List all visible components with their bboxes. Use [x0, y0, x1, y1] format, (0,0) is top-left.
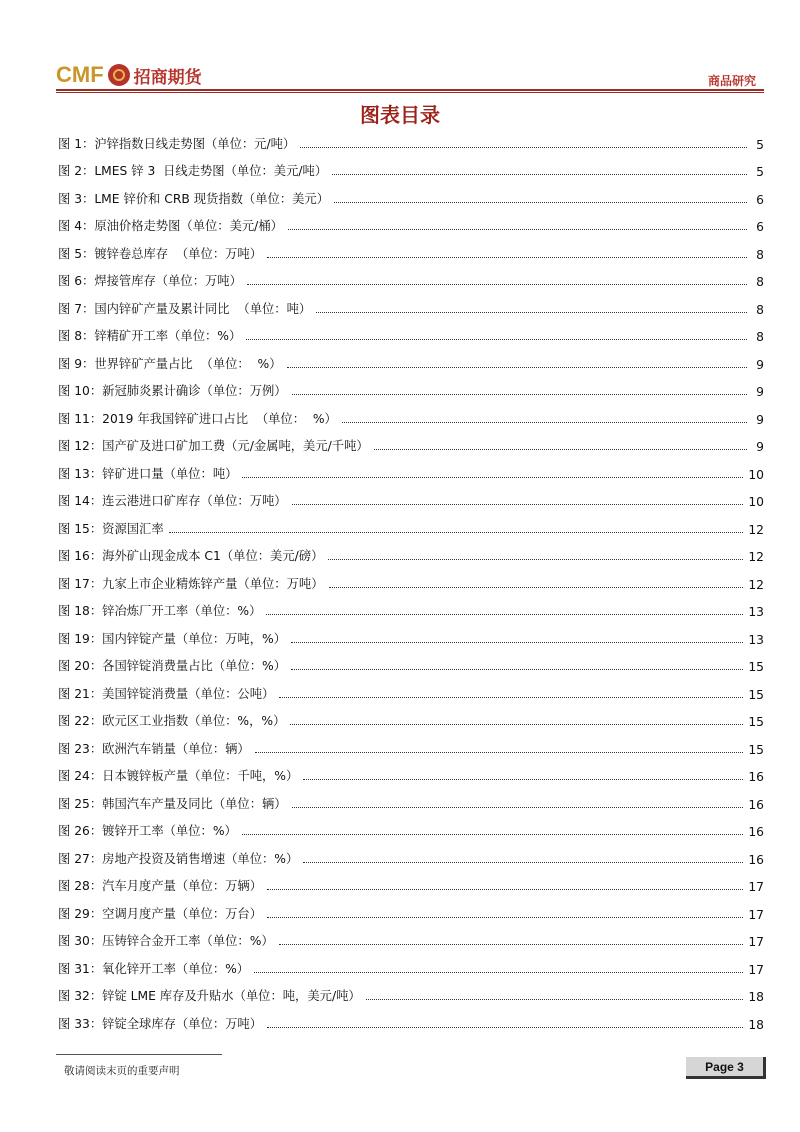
toc-entry-label: 图 3：LME 锌价和 CRB 现货指数（单位：美元）: [58, 191, 330, 206]
toc-entry[interactable]: [58, 592, 764, 620]
toc-entry-label: 图 27：房地产投资及销售增速（单位：%）: [58, 851, 299, 866]
toc-leader-dots: [316, 311, 747, 313]
toc-leader-dots: [246, 338, 747, 340]
section-label: 商品研究: [707, 74, 756, 88]
toc-leader-dots: [328, 558, 743, 560]
toc-entry-page: 15: [748, 742, 764, 757]
toc-leader-dots: [366, 998, 744, 1000]
toc-entry-label: 图 28：汽车月度产量（单位：万辆）: [58, 879, 263, 893]
toc-entry[interactable]: [58, 537, 764, 565]
toc-leader-dots: [303, 861, 743, 863]
toc-leader-dots: [303, 778, 743, 780]
toc-entry-label: 图 31：氧化锌开工率（单位：%）: [58, 961, 250, 976]
toc-entry-page: 18: [748, 1017, 764, 1032]
toc-entry-label: 图 19：国内锌锭产量（单位：万吨，%）: [58, 631, 286, 646]
toc-leader-dots: [300, 146, 747, 148]
toc-entry-label: 图 20：各国锌锭消费量占比（单位：%）: [58, 659, 286, 673]
toc-entry[interactable]: [58, 317, 764, 345]
toc-leader-dots: [169, 531, 744, 533]
toc-entry[interactable]: [58, 179, 764, 207]
toc-entry[interactable]: [58, 482, 764, 510]
toc-entry-page: 12: [748, 550, 764, 564]
toc-entry[interactable]: [58, 207, 764, 235]
toc-entry-page: 13: [748, 632, 764, 647]
toc-leader-dots: [292, 806, 744, 808]
toc-leader-dots: [254, 971, 743, 973]
toc-entry[interactable]: [58, 372, 764, 400]
toc-entry-label: 图 26：镀锌开工率（单位：%）: [58, 824, 237, 838]
toc-leader-dots: [242, 833, 744, 835]
toc-entry-label: 图 25：韩国汽车产量及同比（单位：辆）: [58, 796, 287, 811]
toc-entry-page: 8: [756, 302, 764, 317]
toc-entry-page: 16: [748, 770, 764, 784]
toc-entry-label: 图 32：锌锭 LME 库存及升贴水（单位：吨，美元/吨）: [58, 989, 361, 1003]
toc-entry-page: 18: [748, 990, 764, 1004]
toc-entry-label: 图 14：连云港进口矿库存（单位：万吨）: [58, 494, 287, 508]
toc-entry-page: 9: [756, 357, 764, 372]
toc-entry[interactable]: [58, 894, 764, 922]
toc-entry[interactable]: [58, 702, 764, 730]
toc-entry-label: 图 13：锌矿进口量（单位：吨）: [58, 466, 238, 481]
toc-entry[interactable]: [58, 344, 764, 372]
toc-entry[interactable]: [58, 289, 764, 317]
logo-emblem-icon: [108, 64, 130, 86]
toc-leader-dots: [292, 503, 744, 505]
toc-entry-page: 17: [748, 880, 764, 894]
toc-leader-dots: [267, 256, 747, 258]
toc-entry-page: 8: [756, 247, 764, 262]
toc-entry-label: 图 5：镀锌卷总库存 （单位：万吨）: [58, 246, 263, 261]
footer-divider: [56, 1054, 222, 1055]
toc-entry[interactable]: [58, 784, 764, 812]
toc-entry-page: 17: [748, 907, 764, 922]
toc-entry[interactable]: [58, 812, 764, 840]
toc-entry-page: 5: [756, 137, 764, 152]
footer-disclaimer: 敬请阅读末页的重要声明: [64, 1065, 180, 1077]
toc-entry[interactable]: [58, 757, 764, 785]
toc-leader-dots: [292, 393, 747, 395]
toc-entry-page: 16: [748, 825, 764, 839]
table-of-figures: [58, 124, 764, 1032]
toc-entry[interactable]: [58, 729, 764, 757]
company-logo: [56, 60, 202, 90]
toc-entry[interactable]: [58, 839, 764, 867]
toc-entry-label: 图 7：国内锌矿产量及累计同比 （单位：吨）: [58, 301, 312, 316]
toc-entry[interactable]: [58, 922, 764, 950]
toc-entry-label: 图 15：资源国汇率: [58, 521, 164, 536]
toc-leader-dots: [279, 696, 743, 698]
toc-leader-dots: [291, 668, 743, 670]
toc-entry-page: 13: [748, 605, 764, 619]
toc-leader-dots: [288, 228, 747, 230]
toc-entry-page: 6: [756, 192, 764, 207]
toc-entry-page: 9: [756, 385, 764, 399]
toc-entry-label: 图 23：欧洲汽车销量（单位：辆）: [58, 741, 250, 756]
toc-entry-label: 图 17：九家上市企业精炼锌产量（单位：万吨）: [58, 576, 324, 591]
toc-leader-dots: [255, 751, 744, 753]
toc-entry-label: 图 12：国产矿及进口矿加工费（元/金属吨，美元/千吨）: [58, 439, 369, 453]
toc-entry[interactable]: [58, 619, 764, 647]
toc-entry[interactable]: [58, 152, 764, 180]
toc-entry[interactable]: [58, 454, 764, 482]
page-header: [56, 60, 764, 92]
toc-entry-label: 图 30：压铸锌合金开工率（单位：%）: [58, 934, 274, 948]
logo-latin-text: CMF: [56, 62, 104, 87]
toc-entry[interactable]: [58, 647, 764, 675]
toc-entry-page: 9: [756, 412, 764, 427]
header-divider-thin: [56, 92, 764, 93]
toc-entry-page: 9: [756, 440, 764, 454]
toc-entry-label: 图 29：空调月度产量（单位：万台）: [58, 906, 263, 921]
toc-entry-label: 图 9：世界锌矿产量占比 （单位： %）: [58, 356, 282, 371]
page-title: 图表目录: [360, 103, 440, 127]
toc-entry-page: 15: [748, 715, 764, 729]
toc-entry-page: 5: [756, 165, 764, 179]
toc-leader-dots: [332, 173, 747, 175]
toc-entry[interactable]: [58, 509, 764, 537]
toc-leader-dots: [342, 421, 747, 423]
toc-entry-page: 15: [748, 660, 764, 674]
toc-entry-page: 15: [748, 687, 764, 702]
toc-entry-page: 16: [748, 852, 764, 867]
toc-entry-page: 12: [748, 522, 764, 537]
toc-entry[interactable]: [58, 564, 764, 592]
toc-entry[interactable]: [58, 262, 764, 290]
toc-leader-dots: [247, 283, 747, 285]
toc-leader-dots: [334, 201, 747, 203]
toc-entry-label: 图 21：美国锌锭消费量（单位：公吨）: [58, 686, 275, 701]
toc-entry-page: 10: [748, 495, 764, 509]
toc-leader-dots: [329, 586, 744, 588]
toc-entry-label: 图 24：日本镀锌板产量（单位：千吨，%）: [58, 769, 299, 783]
header-divider: [56, 89, 764, 91]
toc-leader-dots: [287, 366, 747, 368]
toc-leader-dots: [242, 476, 743, 478]
toc-entry[interactable]: [58, 234, 764, 262]
toc-leader-dots: [267, 1026, 743, 1028]
toc-leader-dots: [291, 641, 743, 643]
toc-entry-page: 8: [756, 330, 764, 344]
toc-entry-label: 图 10：新冠肺炎累计确诊（单位：万例）: [58, 384, 287, 398]
toc-entry-page: 10: [748, 467, 764, 482]
page-number-badge: Page 3: [686, 1057, 766, 1079]
toc-entry-page: 17: [748, 962, 764, 977]
toc-entry[interactable]: [58, 124, 764, 152]
toc-entry-label: 图 8：锌精矿开工率（单位：%）: [58, 329, 242, 343]
toc-entry[interactable]: [58, 427, 764, 455]
toc-entry-label: 图 2：LMES 锌 3 日线走势图（单位：美元/吨）: [58, 164, 328, 178]
toc-leader-dots: [279, 943, 744, 945]
toc-entry-page: 17: [748, 935, 764, 949]
toc-entry-label: 图 4：原油价格走势图（单位：美元/桶）: [58, 219, 283, 233]
toc-entry-page: 16: [748, 797, 764, 812]
toc-entry[interactable]: [58, 399, 764, 427]
logo-chinese-text: 招商期货: [133, 67, 202, 88]
toc-entry-label: 图 1：沪锌指数日线走势图（单位：元/吨）: [58, 136, 296, 151]
toc-entry[interactable]: [58, 1004, 764, 1032]
toc-leader-dots: [290, 723, 743, 725]
toc-entry[interactable]: [58, 867, 764, 895]
toc-entry-page: 6: [756, 220, 764, 234]
toc-leader-dots: [374, 448, 747, 450]
toc-entry-label: 图 11：2019 年我国锌矿进口占比 （单位： %）: [58, 411, 337, 426]
toc-entry-label: 图 33：锌锭全球库存（单位：万吨）: [58, 1016, 263, 1031]
toc-entry[interactable]: [58, 977, 764, 1005]
toc-entry[interactable]: [58, 949, 764, 977]
toc-leader-dots: [266, 613, 743, 615]
toc-leader-dots: [267, 888, 743, 890]
toc-entry-page: 12: [748, 577, 764, 592]
toc-leader-dots: [267, 916, 743, 918]
toc-entry-page: 8: [756, 275, 764, 289]
toc-entry-label: 图 22：欧元区工业指数（单位：%，%）: [58, 714, 286, 728]
toc-entry-label: 图 16：海外矿山现金成本 C1（单位：美元/磅）: [58, 549, 324, 563]
toc-entry-label: 图 6：焊接管库存（单位：万吨）: [58, 274, 242, 288]
toc-entry-label: 图 18：锌冶炼厂开工率（单位：%）: [58, 604, 262, 618]
toc-entry[interactable]: [58, 674, 764, 702]
